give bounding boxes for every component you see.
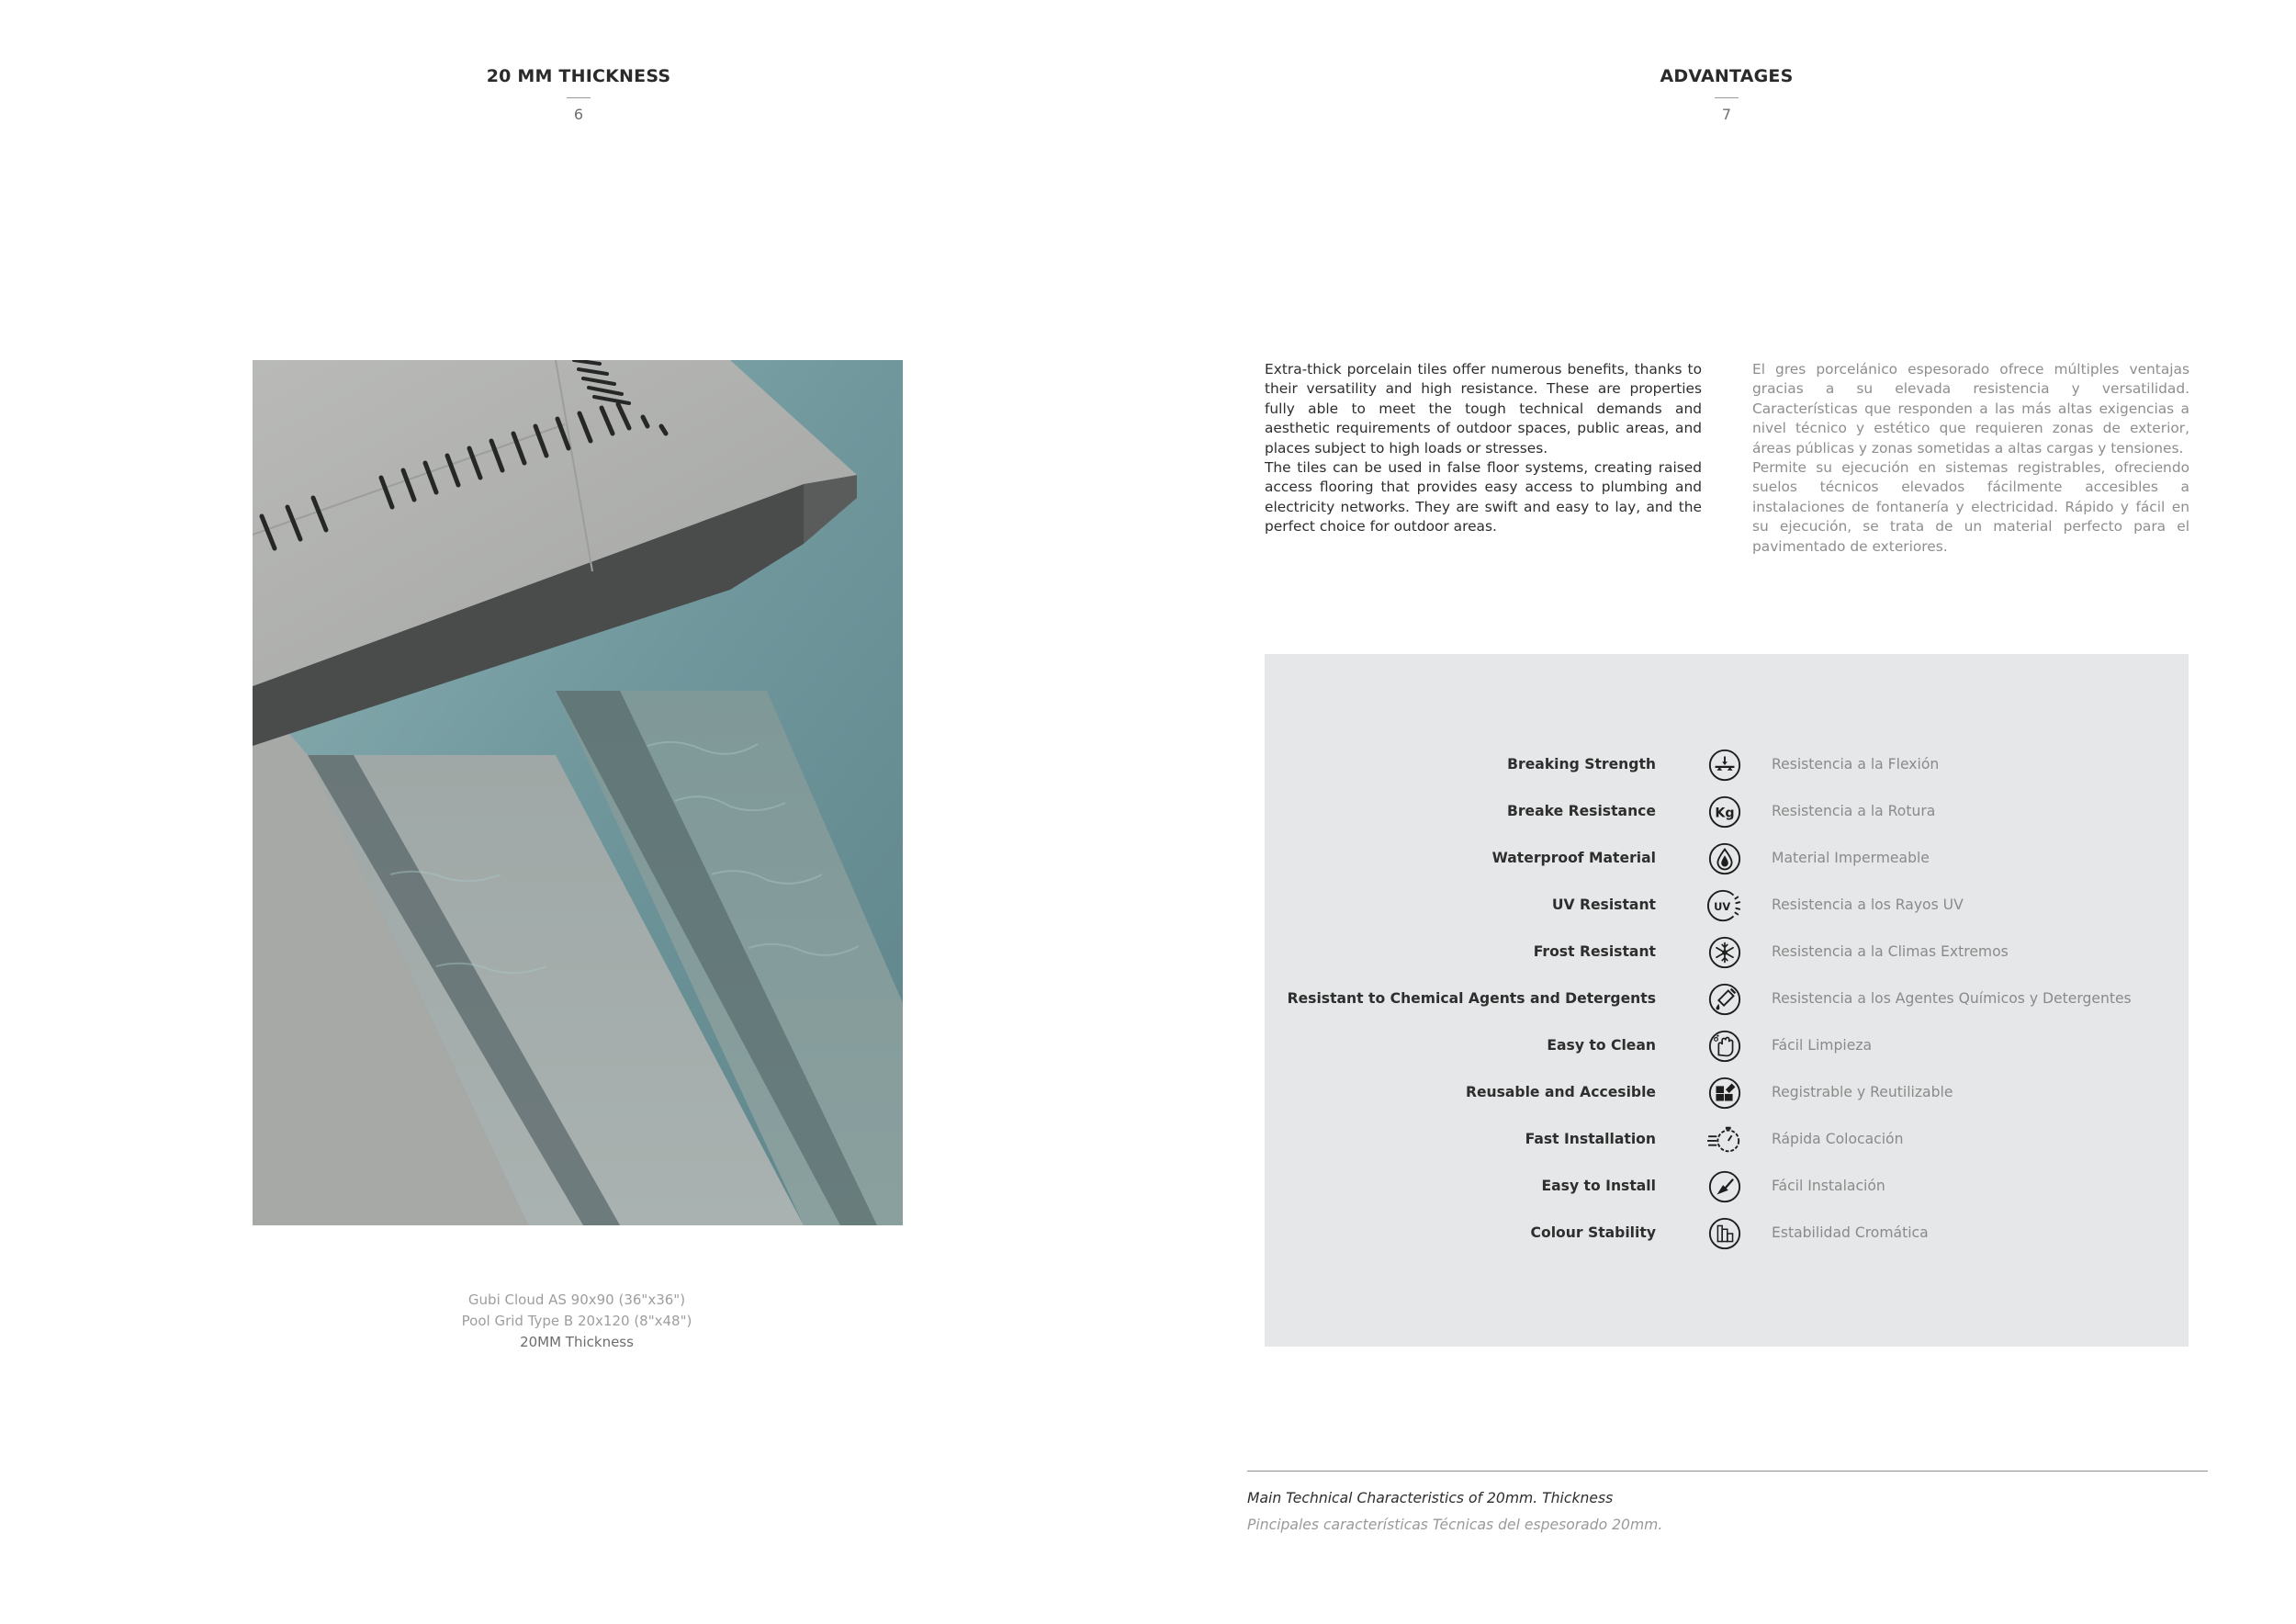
feature-label-en: Breake Resistance bbox=[1506, 803, 1656, 819]
feature-label-es: Rápida Colocación bbox=[1772, 1131, 1904, 1147]
feature-label-en: Resistant to Chemical Agents and Detergents bbox=[1287, 990, 1656, 1007]
feature-label-es: Resistencia a los Agentes Químicos y Detergentes bbox=[1772, 990, 2132, 1007]
colour-swatch-icon bbox=[1707, 1216, 1742, 1251]
feature-label-es: Resistencia a los Rayos UV bbox=[1772, 897, 1964, 913]
pool-steps-photo bbox=[253, 360, 903, 1225]
stopwatch-speed-icon bbox=[1707, 1122, 1742, 1157]
feature-label-en: Fast Installation bbox=[1525, 1131, 1656, 1147]
trowel-icon bbox=[1707, 1169, 1742, 1204]
intro-paragraph: Extra-thick porcelain tiles offer numerous benefits, thanks to their versatility and high resistance. These are properties fully able to meet the tough technical demands and aesthetic requirements of outdoor spaces, public areas, and places subject to high loads or stresses. bbox=[1265, 361, 1702, 457]
feature-label-es: Material Impermeable bbox=[1772, 850, 1930, 866]
right-page-header bbox=[1543, 66, 1910, 123]
title-divider bbox=[1715, 97, 1739, 98]
feature-row bbox=[1265, 1028, 2189, 1065]
kg-weight-icon bbox=[1707, 795, 1742, 829]
breaking-strength-icon bbox=[1707, 748, 1742, 783]
feature-row bbox=[1265, 1075, 2189, 1111]
icon-text: Kg bbox=[1715, 806, 1735, 821]
icon-text: UV bbox=[1714, 899, 1731, 913]
technical-caption-en: Main Technical Characteristics of 20mm. Thickness bbox=[1247, 1490, 1614, 1506]
feature-label-en: Breaking Strength bbox=[1507, 756, 1656, 773]
feature-row bbox=[1265, 934, 2189, 971]
caption-divider bbox=[1247, 1471, 2208, 1472]
feature-row bbox=[1265, 981, 2189, 1018]
feature-row bbox=[1265, 1122, 2189, 1158]
title-divider bbox=[567, 97, 591, 98]
chemical-dropper-icon bbox=[1707, 982, 1742, 1017]
feature-row bbox=[1265, 794, 2189, 830]
advantages-panel bbox=[1265, 654, 2189, 1347]
intro-paragraph: El gres porcelánico espesorado ofrece múltiples ventajas gracias a su elevada resistencia y versatilidad. Características que responden a las más altas exigencias a nivel técnico y estético que requieren zonas de exterior, áreas públicas y zonas sometidas a altas cargas y tensiones. bbox=[1752, 361, 2189, 457]
left-page-header bbox=[395, 66, 762, 123]
water-drop-icon bbox=[1707, 841, 1742, 876]
cleaning-hand-icon bbox=[1707, 1029, 1742, 1064]
feature-label-es: Resistencia a la Rotura bbox=[1772, 803, 1936, 819]
intro-english-column bbox=[1265, 360, 1702, 537]
feature-label-en: Waterproof Material bbox=[1491, 850, 1656, 866]
caption-thickness-line: 20MM Thickness bbox=[520, 1334, 634, 1350]
feature-label-en: Frost Resistant bbox=[1533, 943, 1656, 960]
feature-row bbox=[1265, 840, 2189, 877]
left-page-number: 6 bbox=[573, 106, 584, 123]
feature-row bbox=[1265, 747, 2189, 784]
left-page-title: 20 MM THICKNESS bbox=[486, 66, 671, 86]
snowflake-icon bbox=[1707, 935, 1742, 970]
feature-label-en: Reusable and Accesible bbox=[1465, 1084, 1656, 1100]
feature-label-es: Fácil Limpieza bbox=[1772, 1037, 1873, 1054]
feature-row bbox=[1265, 1168, 2189, 1205]
feature-label-es: Estabilidad Cromática bbox=[1772, 1224, 1929, 1241]
feature-row bbox=[1265, 1215, 2189, 1252]
intro-spanish-column bbox=[1752, 360, 2189, 557]
feature-label-es: Resistencia a la Flexión bbox=[1772, 756, 1940, 773]
feature-label-es: Fácil Instalación bbox=[1772, 1178, 1885, 1194]
caption-tile-line: Gubi Cloud AS 90x90 (36"x36") bbox=[467, 1291, 686, 1308]
feature-label-en: UV Resistant bbox=[1551, 897, 1656, 913]
right-page-number: 7 bbox=[1721, 106, 1732, 123]
raised-tile-icon bbox=[1707, 1076, 1742, 1111]
feature-label-es: Resistencia a la Climas Extremos bbox=[1772, 943, 2009, 960]
intro-paragraph: Permite su ejecución en sistemas registrables, ofreciendo suelos técnicos elevados fácilmente accesibles a instalaciones de fontanería y electricidad. Rápido y fácil en su ejecución, se trata de un material perfecto para el pavimentado de exteriores. bbox=[1752, 459, 2189, 555]
feature-label-en: Colour Stability bbox=[1530, 1224, 1656, 1241]
photo-caption bbox=[367, 1290, 786, 1353]
feature-label-en: Easy to Clean bbox=[1547, 1037, 1656, 1054]
feature-label-en: Easy to Install bbox=[1541, 1178, 1656, 1194]
feature-label-es: Registrable y Reutilizable bbox=[1772, 1084, 1953, 1100]
intro-paragraph: The tiles can be used in false floor systems, creating raised access flooring that provides easy access to plumbing and electricity networks. They are swift and easy to lay, and the perfect choice for outdoor areas. bbox=[1265, 459, 1702, 536]
technical-caption-es: Pincipales características Técnicas del espesorado 20mm. bbox=[1247, 1517, 1663, 1533]
feature-row bbox=[1265, 887, 2189, 924]
uv-sun-icon bbox=[1707, 888, 1742, 923]
right-page-title: ADVANTAGES bbox=[1660, 66, 1794, 86]
caption-grid-line: Pool Grid Type B 20x120 (8"x48") bbox=[461, 1313, 692, 1329]
